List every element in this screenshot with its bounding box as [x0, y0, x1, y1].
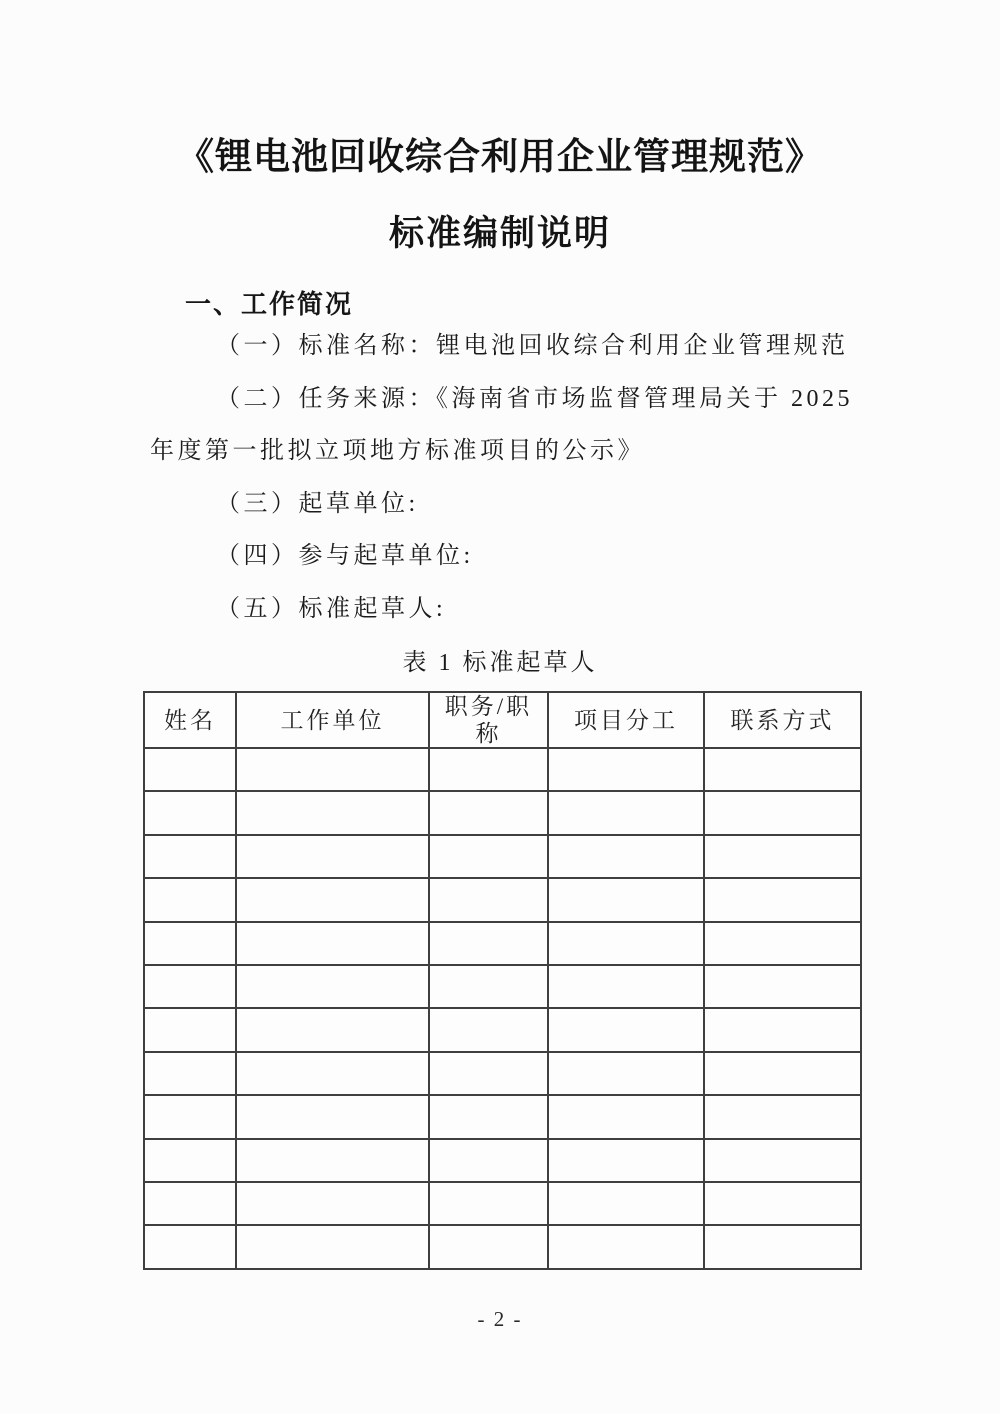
table-cell-empty: [548, 965, 704, 1008]
table-cell-empty: [236, 1052, 429, 1095]
table-cell-empty: [144, 965, 236, 1008]
table-cell-empty: [548, 835, 704, 878]
table-cell-empty: [548, 1008, 704, 1051]
body-paragraphs: [150, 331, 862, 646]
table-cell-empty: [429, 965, 548, 1008]
table-cell-empty: [429, 1008, 548, 1051]
table-row: [144, 1052, 861, 1095]
table-cell-empty: [704, 922, 861, 965]
table-cell-empty: [704, 965, 861, 1008]
column-header: 联系方式: [704, 692, 861, 748]
body-line: （二）任务来源：《海南省市场监督管理局关于 2025: [216, 385, 853, 412]
table-cell-empty: [236, 878, 429, 921]
table-cell-empty: [429, 878, 548, 921]
table-cell-empty: [236, 1139, 429, 1182]
table-row: [144, 1182, 861, 1225]
table-cell-empty: [704, 1139, 861, 1182]
table-row: [144, 878, 861, 921]
table-cell-empty: [144, 1225, 236, 1268]
table-cell-empty: [429, 922, 548, 965]
table-cell-empty: [144, 878, 236, 921]
table-cell-empty: [704, 748, 861, 791]
table-cell-empty: [144, 791, 236, 834]
table-row: [144, 1139, 861, 1182]
column-header: 工作单位: [236, 692, 429, 748]
table-cell-empty: [144, 835, 236, 878]
table-cell-empty: [548, 1052, 704, 1095]
document-subtitle: 标准编制说明: [388, 214, 611, 253]
table-cell-empty: [704, 835, 861, 878]
table-cell-empty: [236, 965, 429, 1008]
body-line: （四）参与起草单位:: [216, 543, 474, 569]
table-cell-empty: [236, 835, 429, 878]
table-header-row: [144, 692, 861, 748]
document-title: 《锂电池回收综合利用企业管理规范》: [177, 136, 823, 177]
table-cell-empty: [144, 1008, 236, 1051]
body-line: （五）标准起草人:: [216, 595, 447, 622]
table-cell-empty: [236, 1182, 429, 1225]
table-cell-empty: [429, 1225, 548, 1268]
table-cell-empty: [144, 748, 236, 791]
table-row: [144, 791, 861, 834]
table-cell-empty: [548, 1225, 704, 1268]
column-header: 姓名: [144, 692, 236, 748]
table-row: [144, 1095, 861, 1138]
table-cell-empty: [548, 1095, 704, 1138]
table-cell-empty: [236, 1225, 429, 1268]
table-row: [144, 965, 861, 1008]
table-caption: 表 1 标准起草人: [402, 650, 598, 676]
body-line: 年度第一批拟立项地方标准项目的公示》: [150, 438, 645, 464]
table-cell-empty: [236, 748, 429, 791]
table-cell-empty: [429, 1095, 548, 1138]
table-cell-empty: [548, 1139, 704, 1182]
table-row: [144, 922, 861, 965]
table-cell-empty: [704, 878, 861, 921]
column-header: 项目分工: [548, 692, 704, 748]
table-cell-empty: [548, 922, 704, 965]
table-cell-empty: [236, 791, 429, 834]
table-cell-empty: [144, 1182, 236, 1225]
table-cell-empty: [704, 1052, 861, 1095]
table-cell-empty: [429, 1139, 548, 1182]
column-header: 职务/职称: [429, 692, 548, 748]
table-cell-empty: [704, 791, 861, 834]
table-cell-empty: [429, 791, 548, 834]
body-line: （三）起草单位:: [216, 490, 419, 517]
table-cell-empty: [704, 1008, 861, 1051]
table-cell-empty: [144, 1052, 236, 1095]
table-row: [144, 1008, 861, 1051]
table-cell-empty: [548, 791, 704, 834]
table-cell-empty: [429, 1182, 548, 1225]
section-heading: 一、工作简况: [185, 289, 354, 319]
table-cell-empty: [144, 1095, 236, 1138]
body-line: （一）标准名称：锂电池回收综合利用企业管理规范: [216, 333, 849, 359]
table-cell-empty: [429, 1052, 548, 1095]
table-cell-empty: [704, 1225, 861, 1268]
table-cell-empty: [704, 1095, 861, 1138]
table-cell-empty: [144, 1139, 236, 1182]
table-cell-empty: [548, 1182, 704, 1225]
table-cell-empty: [236, 922, 429, 965]
table-cell-empty: [548, 878, 704, 921]
page-number: - 2 -: [477, 1307, 523, 1331]
table-cell-empty: [704, 1182, 861, 1225]
table-row: [144, 748, 861, 791]
table-cell-empty: [236, 1008, 429, 1051]
table-row: [144, 835, 861, 878]
table-cell-empty: [236, 1095, 429, 1138]
table-cell-empty: [429, 748, 548, 791]
table-cell-empty: [429, 835, 548, 878]
table-row: [144, 1225, 861, 1268]
drafters-table: [143, 691, 862, 1270]
table-cell-empty: [548, 748, 704, 791]
table-cell-empty: [144, 922, 236, 965]
